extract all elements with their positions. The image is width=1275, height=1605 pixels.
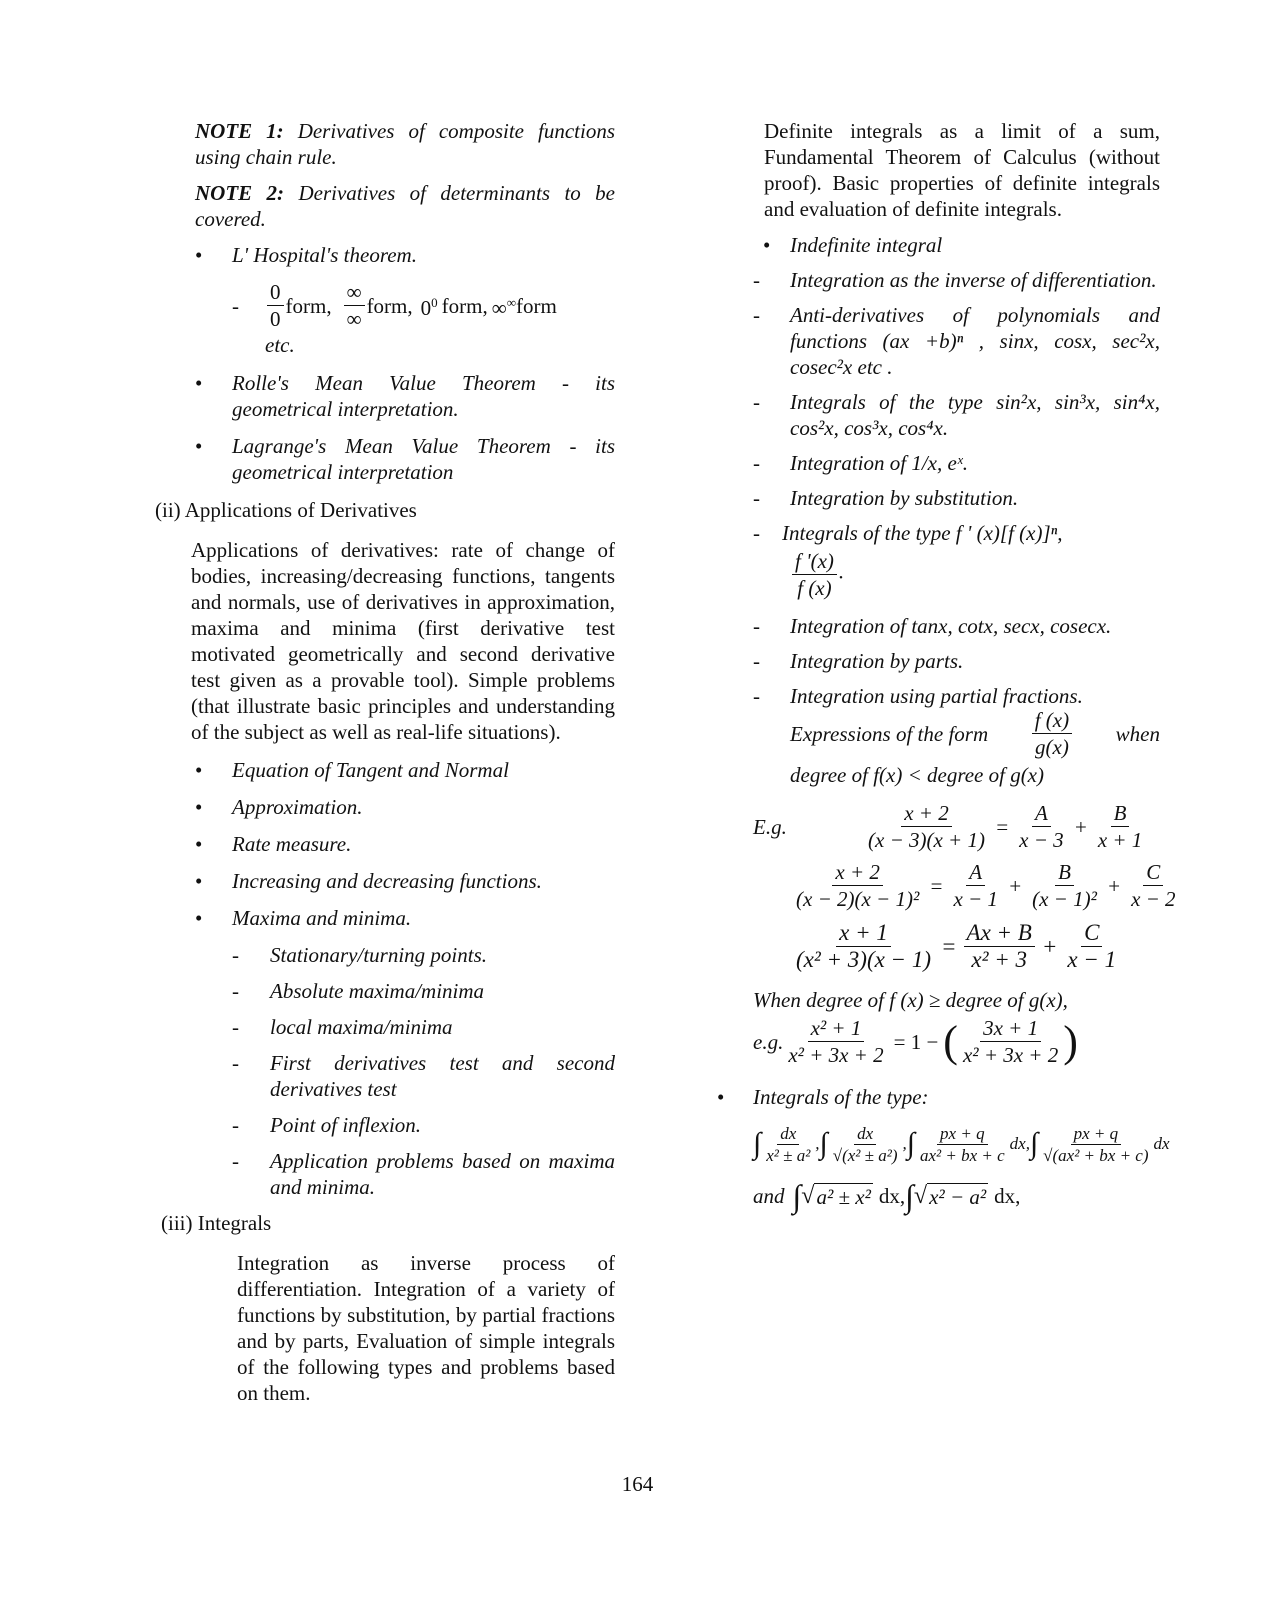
lhospital-bullet: • L' Hospital's theorem. xyxy=(155,242,615,268)
dash-inflexion: - Point of inflexion. xyxy=(155,1112,615,1138)
integrals-type-label: Integrals of the type: xyxy=(753,1085,929,1109)
forms-etc: etc. xyxy=(265,333,295,357)
example-eq-4: e.g. $\frac{\text{x² + 1}}{\text{x² + 3x + 2}}$ = 1 − ( $\frac{3x + 1}{\text{x² + 3x + 2}}$ ) xyxy=(753,1016,1078,1067)
dash-derivative-tests: - First derivatives test and second derivatives test xyxy=(155,1050,615,1102)
dash-application-problems: - Application problems based on maxima and minima. xyxy=(155,1148,615,1200)
note-2 xyxy=(195,180,615,232)
example-eq-2: $\frac{x + 2}{\text{(x − 2)(x − 1)²}}$ = $\frac{A}{x - 1}$ + $\frac{B}{\text{(x − 1)²}}$ + $\frac{C}{x - 2}$ xyxy=(796,860,1176,911)
dash-trig-integrals: - Integration of tanx, cotx, secx, cosecx. xyxy=(753,613,1160,639)
definite-integrals-paragraph: Definite integrals as a limit of a sum, Fundamental Theorem of Calculus (without proof). Basic properties of definite integrals and evaluation of definite integrals. xyxy=(764,119,1160,221)
zero-over-zero: $\frac{0}{0}$ xyxy=(267,279,284,332)
note-2-label: NOTE 2: xyxy=(195,181,285,205)
integral-type-2: $\frac{dx}{\text{√(x² ± a²)}}$ xyxy=(832,1123,898,1165)
section-ii-paragraph: Applications of derivatives: rate of change of bodies, increasing/decreasing functions, tangents and normals, use of derivatives in approximation, maxima and minima (first derivative test motivated geometrically and second derivative test given as a provable tool). Simple problems (that illustrate basic principles and understanding of the subject as well as real-life situations). xyxy=(191,538,615,744)
form-word-2: form, xyxy=(366,293,413,318)
section-ii-heading: (ii) Applications of Derivatives xyxy=(155,498,417,522)
section-iii-heading: (iii) Integrals xyxy=(161,1211,272,1235)
dash-reciprocal-exponential: - Integration of 1/x, eˣ. xyxy=(753,450,1160,476)
integral-type-4: $\frac{px + q}{\text{√(ax² + bx + c)}}$ xyxy=(1043,1123,1149,1165)
bullet-indefinite-integral: • Indefinite integral xyxy=(753,232,1160,258)
expression-form-line: Expressions of the form $\frac{f (x)}{g(x)}$ when xyxy=(790,708,1160,759)
dash-local-maxima: - local maxima/minima xyxy=(155,1014,615,1040)
page-number: 164 xyxy=(621,1472,654,1496)
zero-power-form: $0^0$ xyxy=(420,295,438,320)
f-over-g: $\frac{f (x)}{g(x)}$ xyxy=(1032,707,1072,760)
bullet-rate-measure: • Rate measure. xyxy=(155,831,615,857)
integral-type-3: $\frac{px + q}{\text{ax² + bx + c}}$ xyxy=(919,1123,1005,1165)
bullet-increasing-decreasing: • Increasing and decreasing functions. xyxy=(155,868,615,894)
root-integrals-line: and ∫ √ a² ± x² dx, ∫ √ x² − a² dx, xyxy=(753,1178,1021,1214)
root-x2-minus-a2: x² − a² xyxy=(929,1184,987,1209)
dash-anti-derivatives: - Anti-derivatives of polynomials and functions (ax +b)ⁿ , sinx, cosx, sec²x, cosec²x etc . xyxy=(753,302,1160,380)
dash-substitution: - Integration by substitution. xyxy=(753,485,1160,511)
partial-fractions-title: - Integration using partial fractions. xyxy=(790,684,1083,708)
standard-integral-types: ∫ $\frac{dx}{\text{x² ± a²}}$ , ∫ $\frac{dx}{\text{√(x² ± a²)}}$ , ∫ $\frac{px + q}{\text{ax² + bx + c}}$ dx, ∫ $\frac{px + q}{\text{√(ax² + bx + c)}}$ dx xyxy=(753,1123,1170,1165)
integral-type-1: $\frac{dx}{\text{x² ± a²}}$ xyxy=(766,1123,811,1165)
eg-label: E.g. xyxy=(753,814,787,839)
degree-condition: degree of f(x) < degree of g(x) xyxy=(790,763,1044,787)
bullet-integrals-of-type: • Integrals of the type: xyxy=(717,1085,929,1109)
dash-trig-powers: - Integrals of the type sin²x, sin³x, sin⁴x, cos²x, cos³x, cos⁴x. xyxy=(753,389,1160,441)
note-1 xyxy=(195,118,615,170)
lagrange-bullet: • Lagrange's Mean Value Theorem - its geometrical interpretation xyxy=(155,433,615,485)
bullet-maxima-minima: • Maxima and minima. xyxy=(155,905,615,931)
dash-by-parts: - Integration by parts. xyxy=(753,648,1160,674)
dash-partial-fractions xyxy=(753,683,1160,788)
example-eq-1: E.g. $\frac{x + 2}{(x - 3)(x + 1)}$ = $\frac{A}{x - 3}$ + $\frac{B}{x + 1}$ xyxy=(753,801,1143,852)
form-word-4: form xyxy=(515,293,557,318)
right-column xyxy=(717,118,1176,1218)
note-1-text: Derivatives of composite functions using chain rule. xyxy=(195,119,615,169)
dash-fprime-type: - Integrals of the type f ' (x)[f (x)]ⁿ, $\frac{f '(x)}{f (x)}$ . xyxy=(753,520,1160,601)
note-1-label: NOTE 1: xyxy=(195,119,284,143)
dash-stationary-points: - Stationary/turning points. xyxy=(155,942,615,968)
section-iii-paragraph: Integration as inverse process of differentiation. Integration of a variety of functions by substitution, by partial fractions and by parts, Evaluation of simple integrals of the following types and problems based on them. xyxy=(237,1251,615,1405)
root-a2-pm-x2: a² ± x² xyxy=(816,1184,871,1209)
form-word-3: form, xyxy=(441,293,488,318)
bullet-approximation: • Approximation. xyxy=(155,794,615,820)
fprime-over-f: $\frac{f '(x)}{f (x)}$ xyxy=(792,548,837,601)
eg2-label: e.g. xyxy=(753,1029,784,1054)
dash-absolute-maxima: - Absolute maxima/minima xyxy=(155,978,615,1004)
note-2-text: Derivatives of determinants to be covered. xyxy=(195,181,615,231)
indeterminate-forms: - $\frac{0}{0}$ form, $\frac{\infty}{\infty}$ form, $0^0$ form, ∞∞ form etc. xyxy=(155,279,615,358)
form-word-1: form, xyxy=(285,293,332,318)
fprime-type-text: - Integrals of the type f ' (x)[f (x)]ⁿ, xyxy=(782,521,1063,545)
bullet-tangent-normal: • Equation of Tangent and Normal xyxy=(155,757,615,783)
inf-power-form: ∞∞ xyxy=(491,295,516,320)
partial-fraction-examples xyxy=(753,800,1176,1068)
inf-over-inf: $\frac{\infty}{\infty}$ xyxy=(344,279,365,332)
integration-list xyxy=(753,267,1160,788)
example-eq-3: $\frac{x + 1}{\text{(x² + 3)(x − 1)}}$ = $\frac{Ax + B}{\text{x² + 3}}$ + $\frac{C}{x - 1}$ xyxy=(796,920,1117,972)
left-column xyxy=(155,118,615,1406)
rolle-bullet: • Rolle's Mean Value Theorem - its geometrical interpretation. xyxy=(155,370,615,422)
degree-greater-line: When degree of f (x) ≥ degree of g(x), xyxy=(753,988,1068,1012)
dash-inverse-differentiation: - Integration as the inverse of differentiation. xyxy=(753,267,1160,293)
